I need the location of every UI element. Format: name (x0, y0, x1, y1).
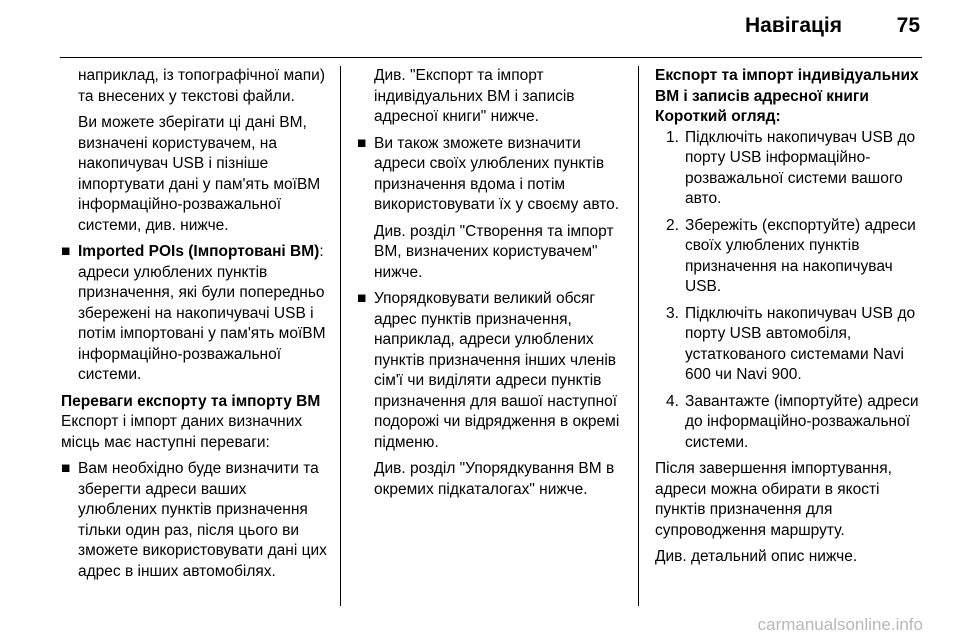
paragraph: Див. детальний опис нижче. (655, 548, 858, 565)
header-divider (60, 57, 922, 58)
watermark: carmanualsonline.info (757, 615, 923, 634)
column-divider-2 (638, 66, 639, 606)
bullet-text: Упорядковувати великий обсяг адрес пунктів призначення, наприклад, адреси улюблених пунктів призначення інших членів сім'ї чи виділяти адреси пунктів призначення для вашої наступної подорожі чи відрядження в окремі підменю. (374, 290, 620, 451)
column-2 (357, 66, 625, 506)
step-number: 1. (666, 128, 679, 146)
paragraph: Після завершення імпортування, адреси можна обирати в якості пунктів призначення для супроводження маршруту. (655, 460, 892, 539)
section-heading: Переваги експорту та імпорту ВМ (61, 392, 321, 410)
bullet-square-icon: ■ (61, 460, 71, 477)
numbered-step (655, 216, 923, 298)
bullet-item (61, 459, 327, 582)
bullet-text: Ви також зможете визначити адреси своїх улюблених пунктів призначення вдома і потім використовувати їх у своєму авто. (374, 134, 620, 213)
bullet-square-icon: ■ (357, 290, 367, 307)
paragraph: Експорт і імпорт даних визначних місць має наступні переваги: (61, 413, 303, 451)
paragraph: наприклад, із топографічної мапи) та внесених у текстові файли. (78, 67, 325, 105)
step-number: 3. (666, 304, 679, 322)
step-text: Підключіть накопичувач USB до порту USB інформаційно-розважальної системи вашого авто. (685, 128, 916, 207)
bullet-text: : адреси улюблених пунктів призначення, які були попередньо збережені на накопичувачі USB і потім імпортовані у пам'ять моїВМ інформаційно-розважальної системи. (78, 243, 326, 383)
column-divider-1 (340, 66, 341, 606)
paragraph: Див. розділ "Створення та імпорт ВМ, визначених користувачем" нижче. (374, 222, 614, 281)
paragraph: Див. розділ "Упорядкування ВМ в окремих підкаталогах" нижче. (374, 460, 615, 498)
step-text: Підключіть накопичувач USB до порту USB автомобіля, устаткованого системами Navi 600 чи Navi 900. (685, 304, 916, 383)
page-section-title: Навігація (744, 14, 842, 37)
step-text: Завантажте (імпортуйте) адреси до інформаційно-розважальної системи. (685, 392, 919, 451)
step-number: 2. (666, 216, 679, 234)
section-heading: Експорт та імпорт індивідуальних ВМ і записів адресної книги (655, 67, 919, 105)
paragraph: Див. "Експорт та імпорт індивідуальних ВМ і записів адресної книги" нижче. (374, 67, 575, 125)
numbered-step (655, 392, 923, 454)
bullet-square-icon: ■ (61, 243, 71, 260)
bullet-item (357, 134, 625, 216)
step-number: 4. (666, 392, 679, 410)
bullet-bold-term: Imported POIs (Імпортовані ВМ) (78, 243, 320, 260)
numbered-step (655, 128, 923, 210)
column-3 (655, 66, 923, 574)
paragraph: Ви можете зберігати ці дані ВМ, визначені користувачем, на накопичувач USB і пізніше імпортувати дані у пам'ять моїВМ інформаційно-розважальної системи, див. нижче. (78, 114, 321, 234)
bullet-item (357, 289, 625, 453)
numbered-step (655, 304, 923, 386)
bullet-text: Вам необхідно буде визначити та зберегти адреси ваших улюблених пунктів призначення тільки один раз, після цього ви зможете використовувати дані цих адрес в інших автомобілях. (78, 460, 327, 580)
page-number: 75 (896, 14, 920, 37)
step-text: Збережіть (експортуйте) адреси своїх улюблених пунктів призначення на накопичувач USB. (685, 216, 916, 295)
column-1 (61, 66, 327, 588)
sub-heading: Короткий огляд: (655, 108, 781, 125)
bullet-square-icon: ■ (357, 134, 367, 152)
bullet-item (61, 242, 327, 386)
